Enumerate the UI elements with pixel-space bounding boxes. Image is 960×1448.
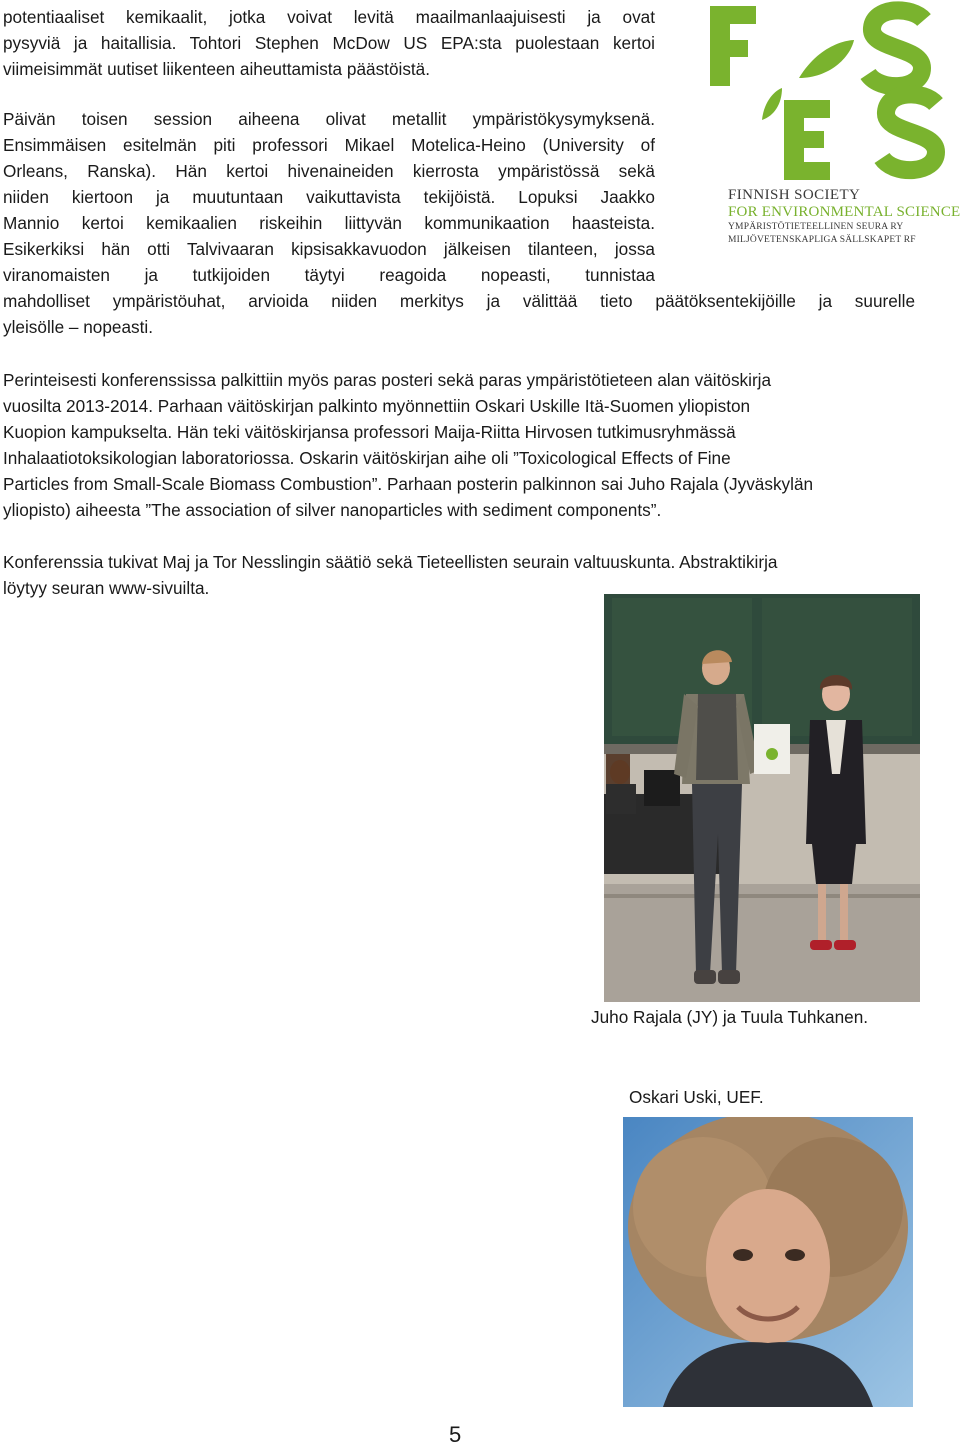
paragraph-2-continued <box>3 288 915 340</box>
fses-logo-mark <box>704 0 960 185</box>
paragraph-line: Mannio kertoi kemikaalien riskeihin liittyvän kommunikaation haasteista. <box>3 213 655 233</box>
paragraph-line: Perinteisesti konferenssissa palkittiin myös paras posteri sekä paras ympäristötieteen alan väitöskirja <box>3 370 772 390</box>
paragraph-line: viranomaisten ja tutkijoiden täytyi reagoida nopeasti, tunnistaa <box>3 265 655 285</box>
paragraph-line: viimeisimmät uutiset liikenteen aiheuttamista päästöistä. <box>3 59 431 79</box>
logo-letter-f-mid <box>710 40 748 57</box>
paragraph-1 <box>3 4 655 82</box>
paragraph-line: niiden kiertoon ja muutuntaan vaikuttavista tekijöistä. Lopuksi Jaakko <box>3 187 655 207</box>
paragraph-line: yliopisto) aiheesta ”The association of silver nanoparticles with sediment components”. <box>3 500 662 520</box>
paragraph-line: Päivän toisen session aiheena olivat metallit ympäristökysymyksenä. <box>3 109 655 129</box>
logo-letter-e-mid <box>784 131 824 148</box>
page-number: 5 <box>449 1422 462 1447</box>
paragraph-line: Orleans, Ranska). Hän kertoi hivenaineiden kierrosta ympäristössä sekä <box>3 161 655 181</box>
logo-letter-s-upper <box>868 10 924 86</box>
logo-letter-s-lower <box>882 94 936 170</box>
paragraph-2 <box>3 106 655 288</box>
paragraph-line: Esikerkiksi hän otti Talvivaaran kipsisakkavuodon jälkeisen tilanteen, jossa <box>3 239 655 259</box>
paragraph-line: Kuopion kampukselta. Hän teki väitöskirjansa professori Maija-Riitta Hirvosen tutkimusryhmässä <box>3 422 736 442</box>
paragraph-line: löytyy seuran www-sivuilta. <box>3 578 210 598</box>
portrait-photo <box>623 1117 913 1407</box>
paragraph-line: mahdolliset ympäristöuhat, arvioida niiden merkitys ja välittää tieto päätöksentekijöille ja suurelle <box>3 291 915 311</box>
fses-logo <box>704 0 960 252</box>
logo-text-line-4: MILJÖVETENSKAPLIGA SÄLLSKAPET RF <box>728 235 916 245</box>
paragraph-line: Ensimmäisen esitelmän piti professori Mikael Motelica-Heino (University of <box>3 135 655 155</box>
paragraph-line: yleisölle – nopeasti. <box>3 317 154 337</box>
logo-leaf-lower <box>762 88 782 120</box>
paragraph-line: potentiaaliset kemikaalit, jotka voivat levitä maailmanlaajuisesti ja ovat <box>3 7 655 27</box>
paragraph-line: pysyviä ja haitallisia. Tohtori Stephen McDow US EPA:sta puolestaan kertoi <box>3 33 655 53</box>
logo-letter-e-bottom <box>784 162 830 180</box>
paragraph-3 <box>3 367 908 523</box>
logo-leaf-upper <box>799 40 854 78</box>
paragraph-line: Inhalaatiotoksikologian laboratoriossa. Oskarin väitöskirjan aihe oli ”Toxicological Effects of Fine <box>3 448 731 468</box>
logo-letter-f-top <box>710 6 756 24</box>
photo-caption-2: Oskari Uski, UEF. <box>629 1087 764 1107</box>
logo-text-line-1: FINNISH SOCIETY <box>728 187 861 203</box>
logo-letter-e-top <box>784 100 830 118</box>
paragraph-line: vuosilta 2013-2014. Parhaan väitöskirjan palkinto myönnettiin Oskari Uskille Itä-Suomen yliopiston <box>3 396 751 416</box>
paragraph-line: Particles from Small-Scale Biomass Combustion”. Parhaan posterin palkinnon sai Juho Rajala (Jyväskylän <box>3 474 814 494</box>
photo-caption-1: Juho Rajala (JY) ja Tuula Tuhkanen. <box>591 1007 869 1027</box>
logo-text-line-3: YMPÄRISTÖTIETEELLINEN SEURA RY <box>728 222 904 232</box>
logo-text-line-2: FOR ENVIRONMENTAL SCIENCE <box>728 204 960 220</box>
paragraph-line: Konferenssia tukivat Maj ja Tor Nesslingin säätiö sekä Tieteellisten seurain valtuuskunta. Abstraktikirja <box>3 552 778 572</box>
award-ceremony-photo <box>604 594 920 1002</box>
